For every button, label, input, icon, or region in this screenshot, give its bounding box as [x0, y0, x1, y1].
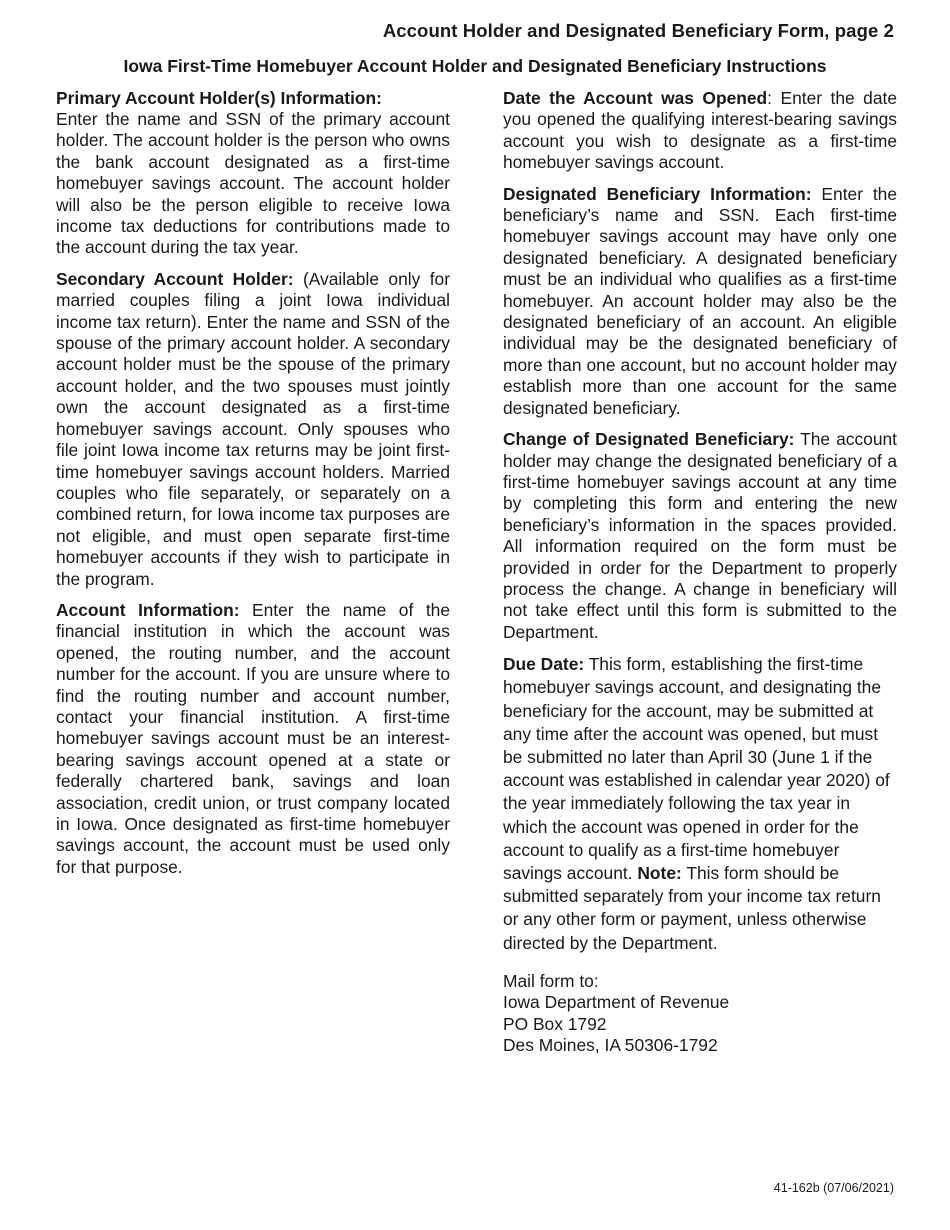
- form-id: 41-162b (07/06/2021): [773, 1181, 894, 1195]
- mail-line-po-box: PO Box 1792: [503, 1013, 607, 1034]
- change-beneficiary-text: The account holder may change the designated beneficiary of a first-time homebuyer savings account at any time by completing this form and entering the new beneficiary’s information in the spaces provided. All information required on the form must be provided in order for the Department to properly process the change. A change in beneficiary will not take effect until this form is submitted to the Department.: [503, 429, 897, 642]
- due-date-section: [503, 653, 897, 955]
- note-text: This form should be submitted separately from your income tax return or any other form or payment, unless otherwise directed by the Department.: [503, 862, 881, 953]
- account-information-label: Account Information:: [56, 599, 240, 620]
- secondary-account-holder-section: [56, 269, 450, 590]
- mail-line-department: Iowa Department of Revenue: [503, 992, 730, 1013]
- secondary-account-holder-text: (Available only for married couples filing a joint Iowa individual income tax return). Enter the name and SSN of the spouse of the primary account holder. A secondary account holder must be the spouse of the primary account holder, and the two spouses must jointly own the account designated as a first-time homebuyer savings account. Only spouses who file joint Iowa income tax returns may be joint first-time homebuyer savings account holders. Married couples who file separately, or separately on a combined return, for Iowa income tax purposes are not eligible, and must open separate first-time homebuyer accounts if they wish to participate in the program.: [56, 268, 450, 589]
- due-date-text: This form, establishing the first-time homebuyer savings account, and designating the beneficiary for the account, may be submitted at any time after the account was opened, but must be submitted no later than April 30 (June 1 if the account was established in calendar year 2020) of the year immediately following the tax year in which the account was opened in order for the account to qualify as a first-time homebuyer savings account.: [503, 654, 890, 883]
- date-opened-section: [503, 88, 897, 174]
- primary-account-holder-text: Enter the name and SSN of the primary account holder. The account holder is the person who owns the bank account designated as a first-time homebuyer savings account. The account holder will also be the person eligible to receive Iowa income tax deductions for contributions made to the account during the tax year.: [56, 109, 450, 258]
- designated-beneficiary-section: [503, 184, 897, 419]
- note-label: Note:: [637, 862, 682, 883]
- left-column: [56, 88, 450, 888]
- account-information-section: [56, 600, 450, 878]
- right-column: [503, 88, 897, 1056]
- secondary-account-holder-label: Secondary Account Holder:: [56, 268, 294, 289]
- change-beneficiary-section: [503, 429, 897, 643]
- instructions-title: Iowa First-Time Homebuyer Account Holder and Designated Beneficiary Instructions: [123, 56, 827, 76]
- page-header-title: Account Holder and Designated Beneficiary Form, page 2: [382, 20, 894, 41]
- date-opened-label: Date the Account was Opened: [503, 88, 768, 108]
- due-date-label: Due Date:: [503, 654, 585, 675]
- primary-account-holder-label: Primary Account Holder(s) Information:: [56, 88, 382, 108]
- mail-line-city: Des Moines, IA 50306-1792: [503, 1035, 718, 1056]
- mail-intro: Mail form to:: [503, 970, 599, 991]
- account-information-text: Enter the name of the financial institution in which the account was opened, the routing number, and the account number for the account. If you are unsure where to find the routing number and account number, contact your financial institution. A first-time homebuyer savings account must be an interest-bearing savings account opened at a state or federally chartered bank, savings and loan association, credit union, or trust company located in Iowa. Once designated as first-time homebuyer savings account, the account must be used only for that purpose.: [56, 599, 450, 877]
- date-opened-text: : Enter the date you opened the qualifying interest-bearing savings account you wish to designate as a first-time homebuyer savings account.: [503, 88, 897, 173]
- change-beneficiary-label: Change of Designated Beneficiary:: [503, 429, 795, 450]
- mailing-address: [503, 971, 897, 1057]
- primary-account-holder-section: [56, 88, 450, 259]
- designated-beneficiary-label: Designated Beneficiary Information:: [503, 183, 812, 204]
- designated-beneficiary-text: Enter the beneficiary’s name and SSN. Each first-time homebuyer savings account may have only one designated beneficiary. A designated beneficiary must be an individual who qualifies as a first-time homebuyer. An account holder may also be the designated beneficiary of an account. An eligible individual may be the designated beneficiary of more than one account, but no account holder may establish more than one account for the same designated beneficiary.: [503, 183, 897, 418]
